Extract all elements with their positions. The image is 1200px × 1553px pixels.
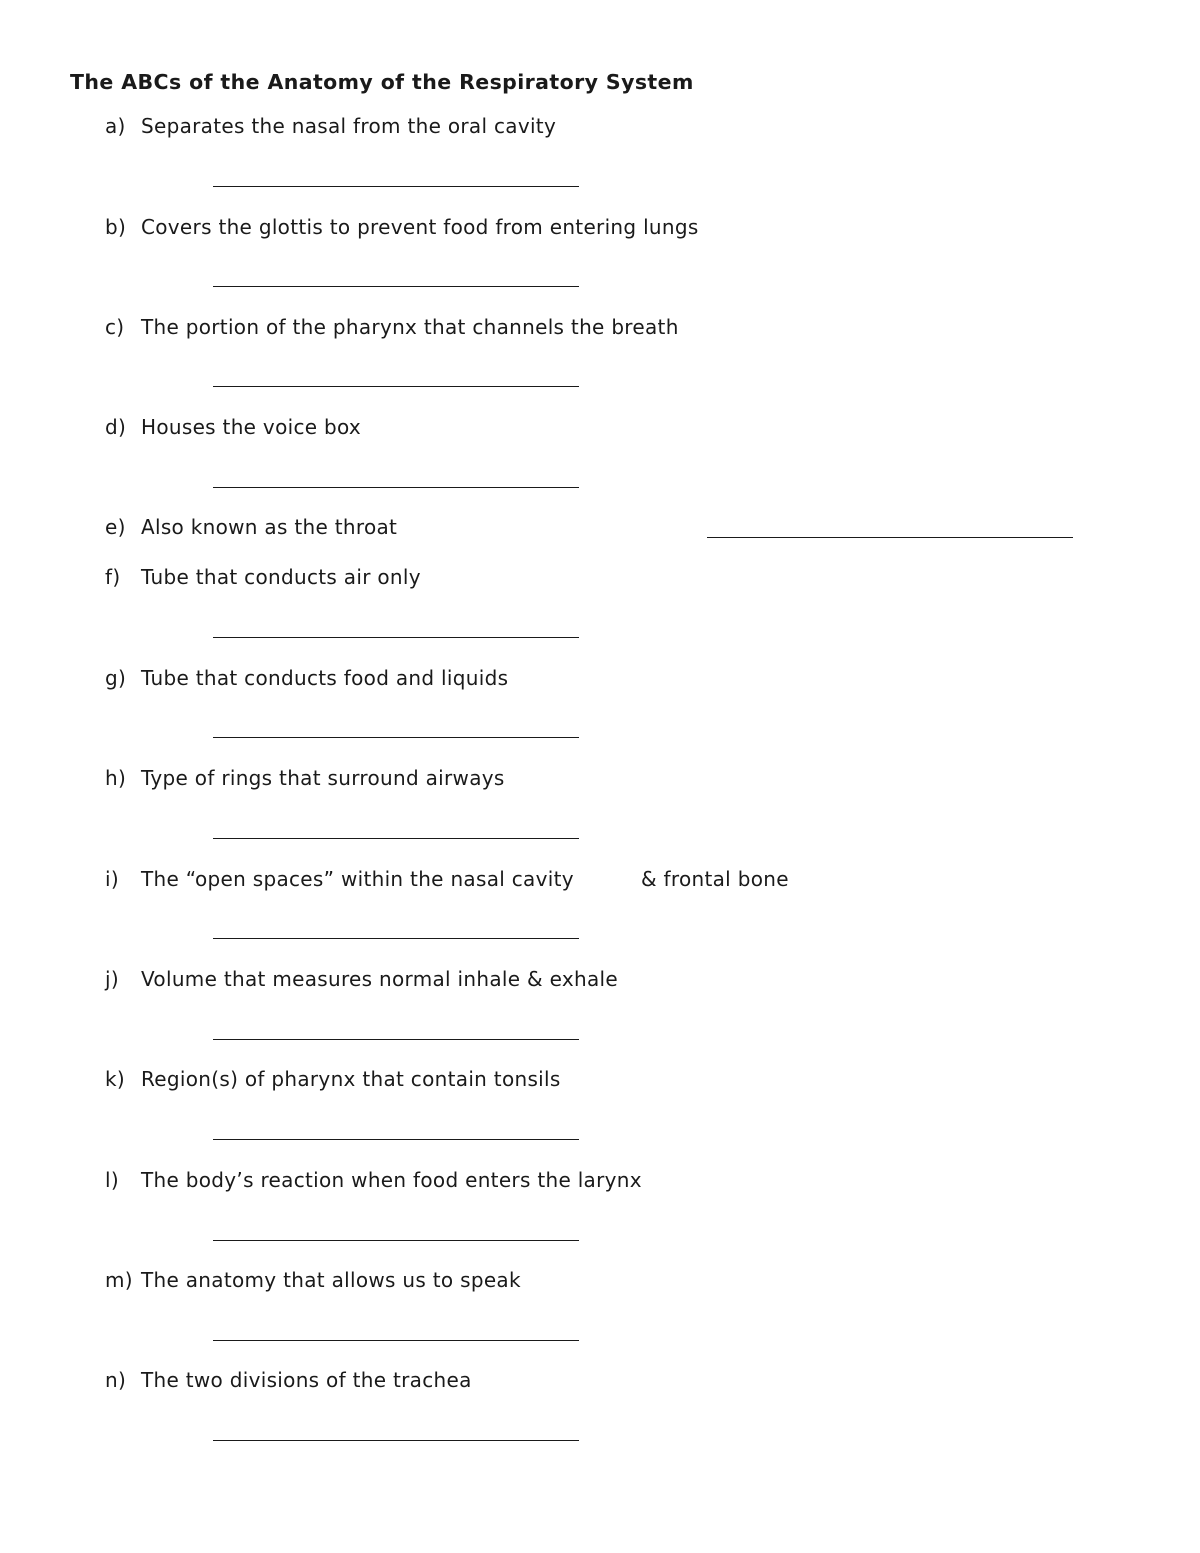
question-marker: m): [105, 1268, 133, 1292]
answer-blank-g[interactable]: [213, 737, 579, 738]
answer-blank-c[interactable]: [213, 386, 579, 387]
question-marker: c): [105, 315, 125, 339]
question-marker: e): [105, 515, 126, 539]
question-text: Region(s) of pharynx that contain tonsils: [141, 1067, 561, 1091]
answer-blank-b[interactable]: [213, 286, 579, 287]
question-text: Houses the voice box: [141, 415, 362, 439]
answer-blank-f[interactable]: [213, 637, 579, 638]
answer-blank-k[interactable]: [213, 1139, 579, 1140]
question-marker: a): [105, 114, 126, 138]
question-text: The anatomy that allows us to speak: [141, 1268, 521, 1292]
answer-blank-e[interactable]: [707, 537, 1073, 538]
question-text: Volume that measures normal inhale & exhale: [141, 967, 618, 991]
question-text: Also known as the throat: [141, 515, 398, 539]
answer-blank-h[interactable]: [213, 838, 579, 839]
question-text: The “open spaces” within the nasal cavity: [141, 867, 574, 891]
question-text: Separates the nasal from the oral cavity: [141, 114, 557, 138]
question-text: The two divisions of the trachea: [141, 1368, 472, 1392]
question-marker: j): [105, 967, 119, 991]
question-marker: i): [105, 867, 119, 891]
question-marker: l): [105, 1168, 119, 1192]
question-marker: g): [105, 666, 127, 690]
answer-blank-l[interactable]: [213, 1240, 579, 1241]
question-text: Tube that conducts air only: [141, 565, 421, 589]
answer-blank-j[interactable]: [213, 1039, 579, 1040]
question-marker: b): [105, 215, 127, 239]
answer-blank-i[interactable]: [213, 938, 579, 939]
question-text: The portion of the pharynx that channels the breath: [141, 315, 679, 339]
answer-blank-d[interactable]: [213, 487, 579, 488]
question-marker: h): [105, 766, 127, 790]
question-text: Covers the glottis to prevent food from entering lungs: [141, 215, 699, 239]
answer-blank-n[interactable]: [213, 1440, 579, 1441]
question-marker: f): [105, 565, 121, 589]
worksheet-title: The ABCs of the Anatomy of the Respiratory System: [70, 70, 694, 94]
answer-blank-m[interactable]: [213, 1340, 579, 1341]
question-marker: d): [105, 415, 127, 439]
question-text-extra: & frontal bone: [641, 867, 789, 891]
question-text: Type of rings that surround airways: [141, 766, 505, 790]
question-marker: k): [105, 1067, 125, 1091]
answer-blank-a[interactable]: [213, 186, 579, 187]
question-marker: n): [105, 1368, 127, 1392]
question-text: The body’s reaction when food enters the larynx: [141, 1168, 642, 1192]
question-text: Tube that conducts food and liquids: [141, 666, 509, 690]
